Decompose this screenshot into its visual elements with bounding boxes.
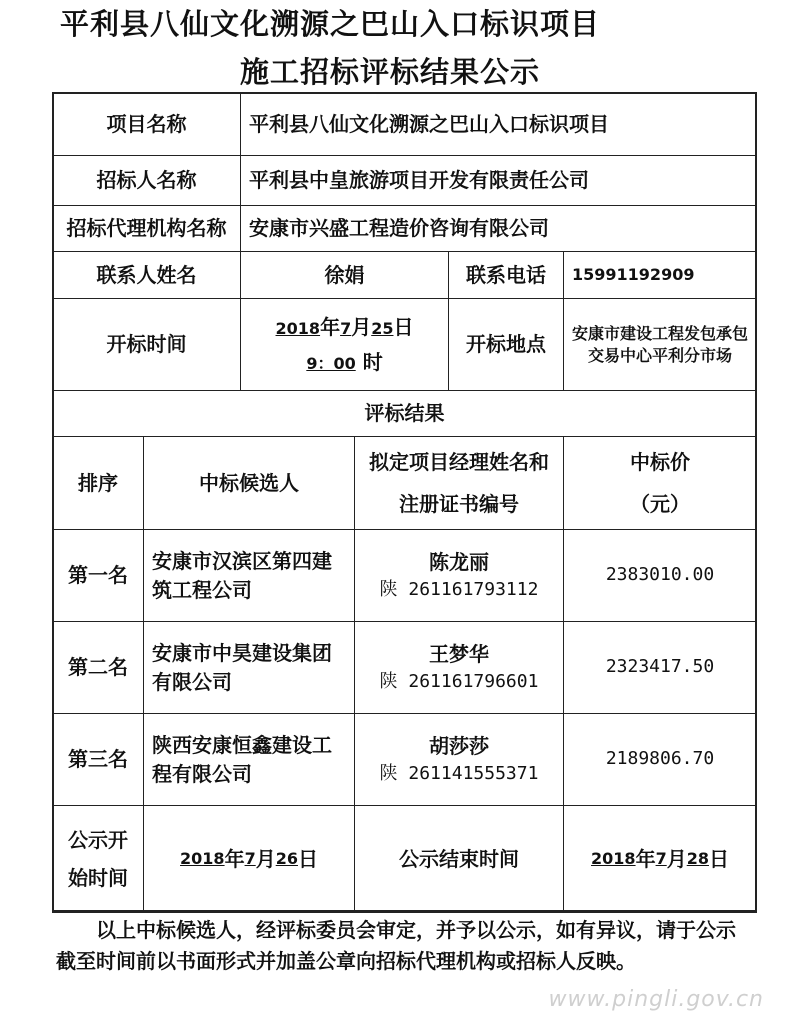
manager-cert: 陕 261141555371 <box>379 762 539 784</box>
open-time-label: 开标时间 <box>52 298 241 391</box>
table-row-candidate: 安康市中昊建设集团有限公司 <box>143 621 355 714</box>
open-day: 25 <box>371 318 394 338</box>
publicity-end-label: 公示结束时间 <box>354 805 564 913</box>
manager-cert: 陕 261161796601 <box>379 670 539 692</box>
table-row-price: 2189806.70 <box>563 713 757 806</box>
manager-header <box>354 436 564 530</box>
manager-name: 王梦华 <box>429 641 489 666</box>
month-char: 月 <box>351 314 372 339</box>
phone-label: 联系电话 <box>448 251 564 299</box>
candidate-header: 中标候选人 <box>143 436 355 530</box>
open-place-label: 开标地点 <box>448 298 564 391</box>
day-char: 日 <box>708 846 729 871</box>
day-char: 日 <box>297 846 318 871</box>
manager-header-line1: 拟定项目经理姓名和 <box>369 450 549 474</box>
objection-note: 以上中标候选人，经评标委员会审定，并予以公示，如有异议，请于公示截至时间前以书面形式并加盖公章向招标代理机构或招标人反映。 <box>56 918 736 973</box>
year-char: 年 <box>320 314 341 339</box>
manager-name: 陈龙丽 <box>429 549 489 574</box>
table-row-candidate: 陕西安康恒鑫建设工程有限公司 <box>143 713 355 806</box>
open-place-value: 安康市建设工程发包承包交易中心平利分市场 <box>563 298 757 391</box>
table-row-rank: 第三名 <box>52 713 144 806</box>
page-subtitle: 施工招标评标结果公示 <box>239 55 540 89</box>
end-year: 2018 <box>591 849 636 869</box>
agency-value: 安康市兴盛工程造价咨询有限公司 <box>240 205 757 252</box>
hour-char: 时 <box>362 349 383 374</box>
open-year: 2018 <box>275 318 321 338</box>
table-row-price: 2323417.50 <box>563 621 757 714</box>
results-section-title: 评标结果 <box>52 390 757 437</box>
start-month: 7 <box>244 849 256 869</box>
table-row-rank: 第二名 <box>52 621 144 714</box>
end-day: 28 <box>686 849 709 869</box>
end-month: 7 <box>655 849 667 869</box>
year-char: 年 <box>224 846 245 871</box>
table-row-manager <box>354 621 564 714</box>
project-name-value: 平利县八仙文化溯源之巴山入口标识项目 <box>240 92 757 156</box>
project-name-label: 项目名称 <box>52 92 241 156</box>
agency-label: 招标代理机构名称 <box>52 205 241 252</box>
price-header-line2: （元） <box>630 492 690 516</box>
contact-value: 徐娟 <box>240 251 449 299</box>
day-char: 日 <box>393 314 414 339</box>
open-clock: 9：00 <box>306 353 356 373</box>
watermark: www.pingli.gov.cn <box>548 987 764 1012</box>
page-title: 平利县八仙文化溯源之巴山入口标识项目 <box>59 7 600 41</box>
table-row-price: 2383010.00 <box>563 529 757 622</box>
table-row-manager <box>354 713 564 806</box>
start-year: 2018 <box>180 849 225 869</box>
manager-header-line2: 注册证书编号 <box>399 492 519 516</box>
manager-name: 胡莎莎 <box>429 733 489 758</box>
open-month: 7 <box>340 318 352 338</box>
table-row-rank: 第一名 <box>52 529 144 622</box>
month-char: 月 <box>666 846 687 871</box>
table-row-manager <box>354 529 564 622</box>
publicity-start-label: 公示开始时间 <box>52 805 144 913</box>
phone-value: 15991192909 <box>563 251 757 299</box>
manager-cert: 陕 261161793112 <box>379 578 539 600</box>
rank-header: 排序 <box>52 436 144 530</box>
price-header-line1: 中标价 <box>630 450 690 474</box>
publicity-start-value <box>143 805 355 913</box>
start-day: 26 <box>275 849 298 869</box>
publicity-end-value <box>563 805 757 913</box>
tenderer-value: 平利县中皇旅游项目开发有限责任公司 <box>240 155 757 206</box>
year-char: 年 <box>635 846 656 871</box>
open-time-value <box>240 298 449 391</box>
tenderer-label: 招标人名称 <box>52 155 241 206</box>
price-header <box>563 436 757 530</box>
month-char: 月 <box>255 846 276 871</box>
table-row-candidate: 安康市汉滨区第四建筑工程公司 <box>143 529 355 622</box>
contact-label: 联系人姓名 <box>52 251 241 299</box>
